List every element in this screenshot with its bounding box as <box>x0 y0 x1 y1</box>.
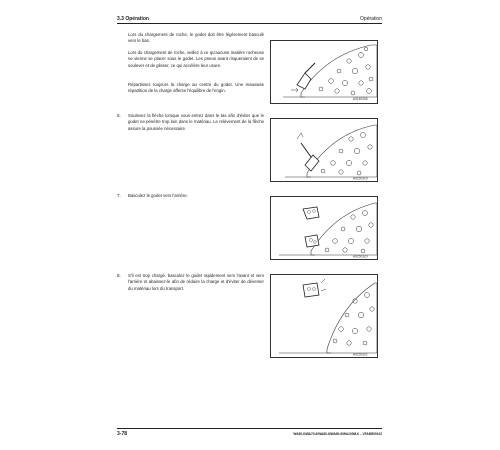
figure-rock-loading <box>270 40 378 104</box>
step-8-number: 8. <box>117 273 121 278</box>
step-6-number: 6. <box>117 113 121 118</box>
boom-raise-illustration <box>271 119 377 181</box>
chapter-title: Opération <box>360 16 382 22</box>
intro-paragraph-2: Lors du chargement de roche, veillez à ce qu'aucune matière rocheuse ne vienne se placer sous le godet. Les pneus avant risqueraient de se soulever et de glisser, ce qui accélère leur usure. <box>128 50 264 68</box>
shake-load-illustration <box>271 275 377 357</box>
tilt-back-illustration <box>271 197 377 259</box>
step-7-number: 7. <box>117 193 121 198</box>
page-number: 3-78 <box>117 431 128 437</box>
step-7-text: Basculez le godet vers l'arrière. <box>128 193 188 198</box>
footer-divider <box>117 428 382 429</box>
intro-paragraph-3: Répartissez toujours la charge au centre du godet. Une mauvaise répartition de la charge affecte l'équilibre de l'engin. <box>128 82 264 94</box>
intro-paragraph-1: Lors du chargement de roche, le godet doit être légèrement basculé vers le bas. <box>128 32 264 44</box>
document-reference: WA50-6/WA70-6/WA80-6/WA90-6/WA100M-6 – VFAM500102 <box>293 432 382 436</box>
figure-shake-load <box>270 274 378 358</box>
figure-raise-boom <box>270 118 378 182</box>
figure-tilt-bucket <box>270 196 378 260</box>
step-8-text: S'il est trop chargé, basculez le godet rapidement vers l'avant et vers l'arrière et abaissez-le afin de réduire la charge et d'éviter de déverser du matériau lors du transport. <box>128 273 264 291</box>
header-divider <box>117 23 382 24</box>
figure-code: A0150205 <box>353 97 368 101</box>
figure-code: A0150319 <box>353 176 368 181</box>
rock-pile-illustration <box>271 41 377 103</box>
section-heading: 3.3 Opération <box>117 16 149 22</box>
figure-code: A0150320 <box>353 254 368 259</box>
step-6-text: Soulevez la flèche lorsque vous entrez dans le tas afin d'éviter que le godet ne pénètre trop loin dans le matériau. Le relèvement de la flèche assure la poussée nécessaire. <box>128 113 264 131</box>
figure-code: A0150322 <box>353 352 368 357</box>
